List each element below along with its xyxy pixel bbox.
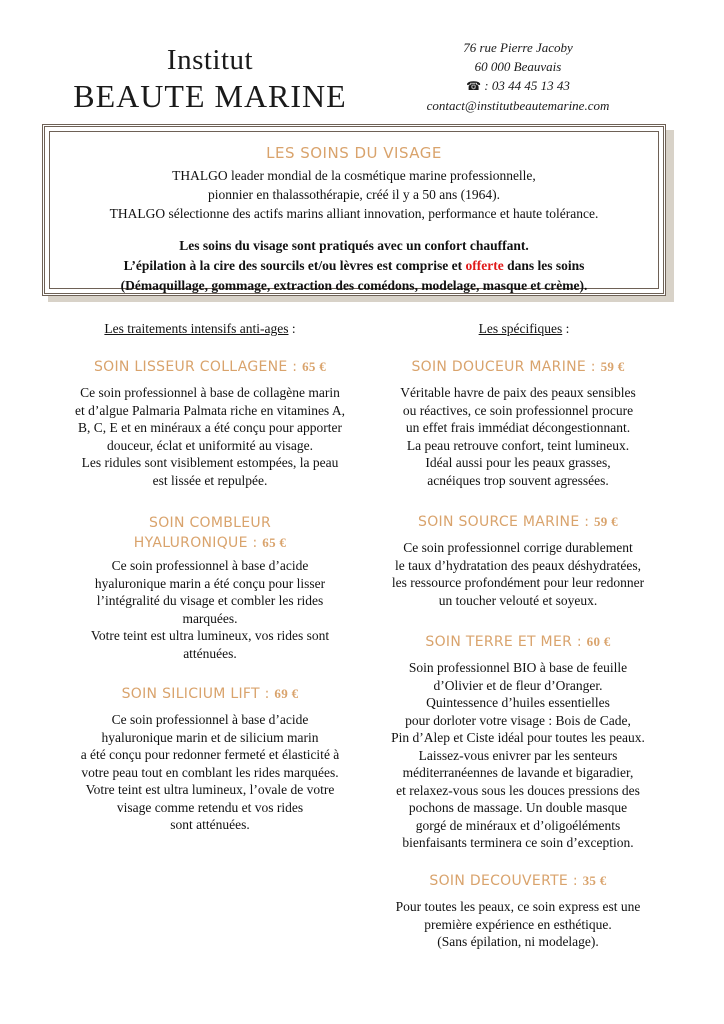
treatment-description — [348, 898, 688, 951]
left-heading-suffix: : — [288, 321, 296, 336]
description-line: Idéal aussi pour les peaux grasses, — [425, 455, 611, 470]
intro-bold-part: L’épilation à la cire des sourcils et/ou lèvres est comprise et — [123, 258, 466, 273]
description-line: visage comme retendu et vos rides — [116, 799, 304, 815]
treatment-description — [40, 711, 380, 834]
description-line: atténuées. — [183, 645, 237, 661]
description-line: gorgé de minéraux et d’oligoéléments — [415, 817, 621, 833]
description-line: un effet frais immédiat décongestionnant. — [405, 420, 631, 435]
description-line: hyaluronique marin et de silicium marin — [101, 729, 319, 745]
treatment-description — [348, 384, 688, 489]
treatment-title — [348, 634, 688, 650]
city: 60 000 Beauvais — [474, 59, 562, 74]
description-line: hyaluronique marin a été conçu pour lisser — [94, 575, 326, 591]
right-heading-suffix: : — [562, 321, 570, 336]
description-line: Quintessence d’huiles essentielles — [426, 695, 610, 710]
treatment-title — [348, 873, 688, 889]
treatment-name-line2 — [40, 533, 380, 553]
treatment-title — [348, 514, 688, 530]
intro-bold-line: Les soins du visage sont pratiqués avec un confort chauffant. — [179, 238, 529, 253]
treatment-title — [348, 359, 688, 375]
description-line: l’intégralité du visage et combler les rides — [96, 593, 324, 608]
offerte-highlight: offerte — [465, 258, 504, 273]
intro-bold-part: dans les soins — [503, 258, 585, 273]
treatment-price: 60 € — [586, 634, 611, 649]
description-line: un toucher velouté et soyeux. — [438, 592, 598, 608]
treatment-name: HYALURONIQUE : — [133, 535, 263, 551]
treatment-title — [40, 359, 380, 375]
left-heading-text: Les traitements intensifs anti-ages — [104, 321, 289, 336]
contact-block — [398, 38, 638, 115]
address: 76 rue Pierre Jacoby — [463, 40, 573, 55]
phone-icon: ☎ — [466, 79, 482, 93]
intro-bold-text — [50, 236, 658, 296]
description-line: et d’algue Palmaria Palmata riche en vitamines A, — [75, 402, 345, 418]
description-line: marquées. — [182, 610, 238, 626]
treatment-name: SOIN DOUCEUR MARINE : — [411, 359, 601, 375]
description-line: est lissée et repulpée. — [152, 472, 268, 488]
treatment-price: 65 € — [262, 535, 287, 550]
intro-title: LES SOINS DU VISAGE — [266, 144, 442, 162]
treatment-price: 59 € — [594, 514, 618, 529]
description-line: Ce soin professionnel à base d’acide — [111, 712, 309, 727]
intro-bold-line — [50, 256, 658, 276]
description-line: et relaxez-vous sous les douces pressions des — [396, 782, 640, 798]
description-line: Soin professionnel BIO à base de feuille — [408, 660, 628, 675]
brand-line-2: BEAUTE MARINE — [73, 78, 347, 114]
description-line: votre peau tout en comblant les rides marquées. — [81, 764, 339, 780]
treatment-title — [40, 686, 380, 702]
description-line: sont atténuées. — [170, 817, 250, 832]
description-line: ou réactives, ce soin professionnel procure — [402, 402, 634, 418]
email: contact@institutbeautemarine.com — [426, 98, 610, 113]
treatment-description — [40, 384, 380, 489]
treatment-name: SOIN SOURCE MARINE : — [418, 514, 594, 530]
description-line: Ce soin professionnel à base d’acide — [111, 558, 309, 573]
right-column-heading — [364, 321, 684, 337]
description-line: (Sans épilation, ni modelage). — [437, 934, 599, 949]
description-line: Votre teint est ultra lumineux, l’ovale de votre — [85, 782, 335, 797]
description-line: le taux d’hydratation des peaux déshydratées, — [395, 557, 641, 573]
description-line: a été conçu pour redonner fermeté et élasticité à — [80, 747, 340, 762]
description-line: Ce soin professionnel corrige durablement — [403, 540, 633, 555]
treatment-name: SOIN TERRE ET MER : — [425, 634, 587, 650]
intro-frame — [42, 124, 666, 296]
treatment-price: 69 € — [274, 686, 299, 701]
brand-line-1: Institut — [166, 44, 254, 76]
description-line: Pin d’Alep et Ciste idéal pour toutes les peaux. — [391, 730, 645, 745]
description-line: bienfaisants terminera ce soin d’exception. — [402, 835, 634, 850]
treatment-price: 35 € — [582, 873, 607, 888]
description-line: Ce soin professionnel à base de collagène marin — [80, 385, 340, 400]
description-line: La peau retrouve confort, teint lumineux. — [406, 437, 630, 453]
description-line: acnéiques trop souvent agressées. — [427, 472, 609, 488]
treatment-description — [40, 557, 380, 662]
description-line: Votre teint est ultra lumineux, vos rides sont — [90, 628, 330, 643]
intro-line: THALGO leader mondial de la cosmétique marine professionnelle, — [172, 168, 536, 183]
description-line: Laissez-vous enivrer par les senteurs — [418, 747, 618, 763]
description-line: Pour toutes les peaux, ce soin express est une — [395, 899, 641, 914]
left-column-heading — [40, 321, 360, 337]
treatment-price: 59 € — [600, 359, 625, 374]
intro-text — [50, 166, 658, 223]
description-line: pochons de massage. Un double masque — [408, 800, 628, 815]
treatment-title — [40, 514, 380, 553]
treatment-name: SOIN LISSEUR COLLAGENE : — [93, 359, 303, 375]
right-heading-text: Les spécifiques — [478, 321, 563, 336]
description-line: Les ridules sont visiblement estompées, la peau — [81, 455, 339, 470]
description-line: les ressource profondément pour leur redonner — [391, 575, 645, 590]
treatment-name: SOIN COMBLEUR — [149, 515, 271, 531]
phone-number: : 03 44 45 13 43 — [484, 78, 570, 93]
intro-frame-inner — [49, 131, 659, 293]
description-line: Véritable havre de paix des peaux sensibles — [400, 385, 636, 400]
description-line: première expérience en esthétique. — [424, 916, 612, 932]
intro-line: pionnier en thalassothérapie, créé il y a 50 ans (1964). — [207, 187, 501, 202]
description-line: d’Olivier et de fleur d’Oranger. — [433, 677, 603, 693]
description-line: pour dorloter votre visage : Bois de Cade, — [405, 712, 631, 728]
description-line: méditerranéennes de lavande et bigaradier, — [402, 765, 634, 780]
description-line: douceur, éclat et uniformité au visage. — [106, 437, 313, 453]
description-line: B, C, E et en minéraux a été conçu pour apporter — [78, 420, 342, 435]
treatment-description — [348, 659, 688, 852]
brand-logo — [60, 44, 360, 116]
treatment-price: 65 € — [302, 359, 327, 374]
treatment-name: SOIN SILICIUM LIFT : — [121, 686, 275, 702]
phone — [398, 76, 638, 96]
treatment-description — [348, 539, 688, 609]
intro-line: THALGO sélectionne des actifs marins alliant innovation, performance et haute tolérance. — [109, 206, 599, 221]
intro-bold-line: (Démaquillage, gommage, extraction des comédons, modelage, masque et crème). — [120, 278, 588, 293]
treatment-name: SOIN DECOUVERTE : — [429, 873, 583, 889]
